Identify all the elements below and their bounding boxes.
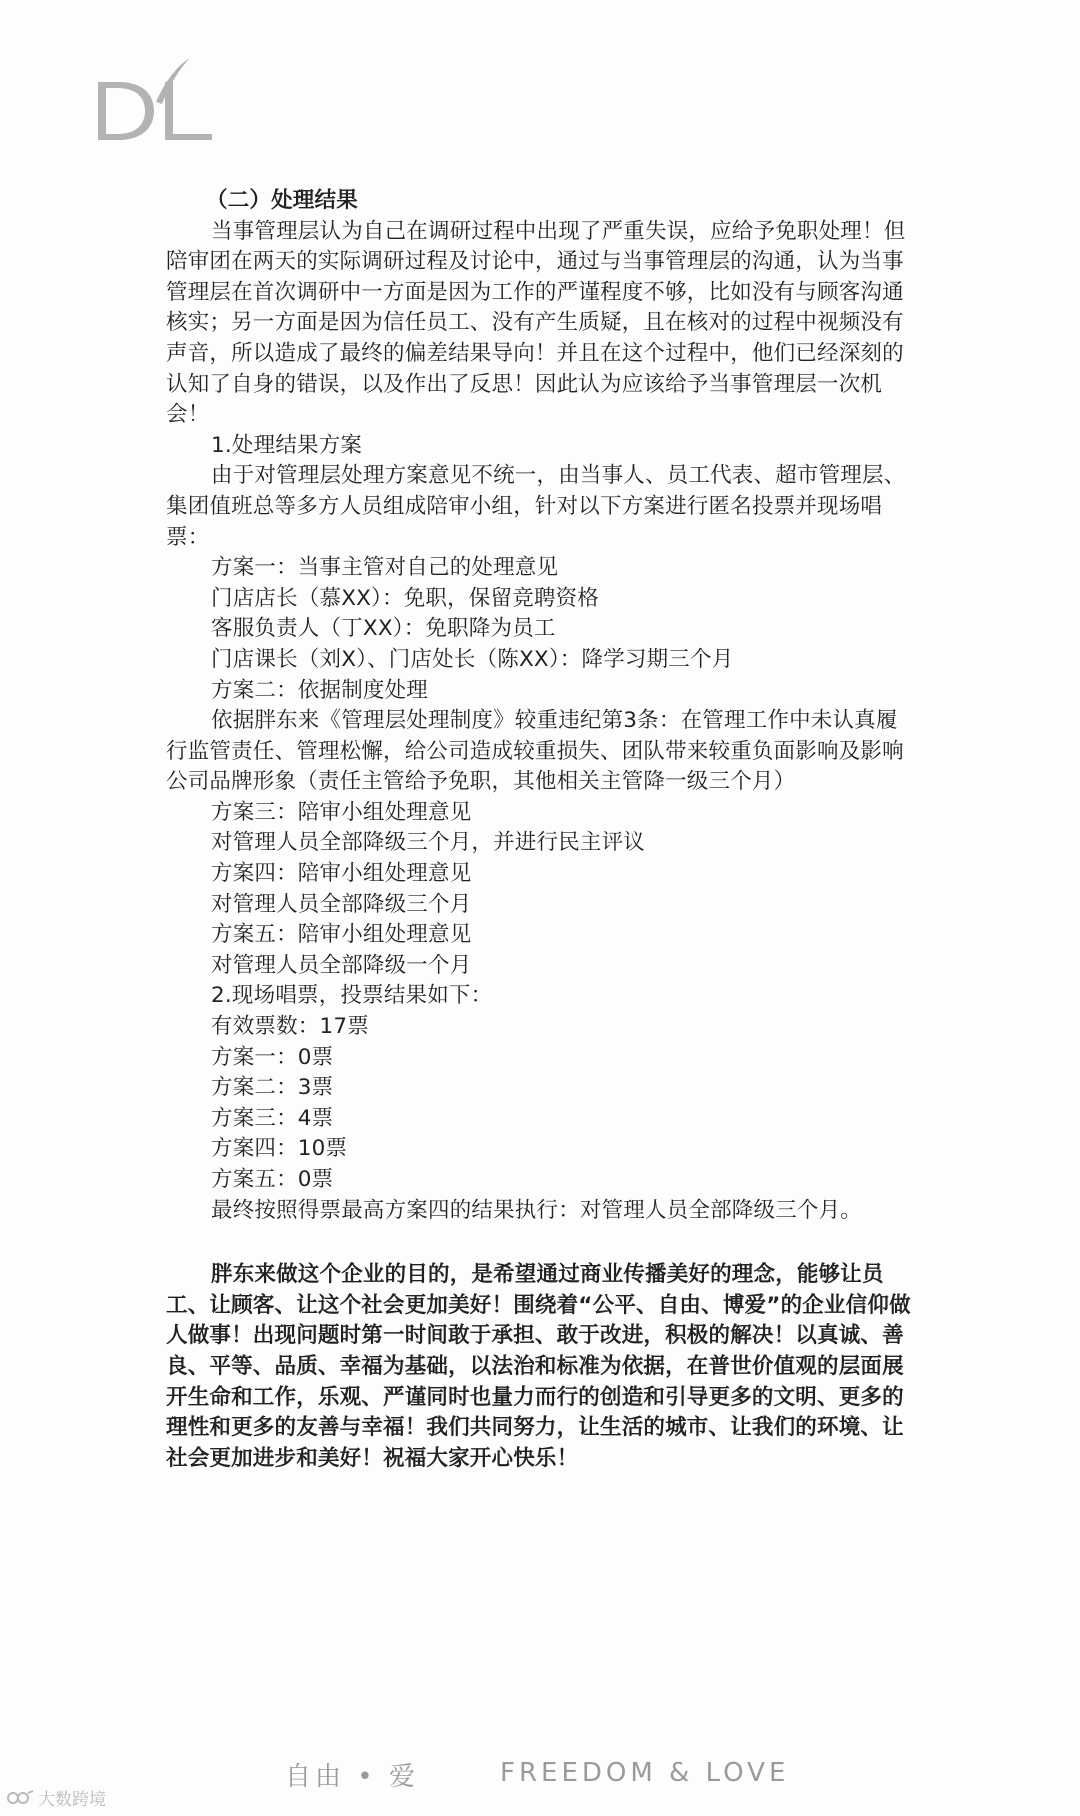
watermark-text: 大数跨境 [38, 1790, 106, 1810]
document-body [166, 186, 916, 1474]
sub1-intro-paragraph: 由于对管理层处理方案意见不统一，由当事人、员工代表、超市管理层、集团值班总等多方人员组成陪审小组，针对以下方案进行匿名投票并现场唱票： [166, 463, 906, 550]
vote-result: 方案二：3票 [211, 1075, 334, 1101]
watermark [6, 1785, 106, 1810]
vote-result: 方案四：10票 [211, 1136, 348, 1162]
intro-paragraph: 当事管理层认为自己在调研过程中出现了严重失误，应给予免职处理！但陪审团在两天的实际调研过程及讨论中，通过与当事管理层的沟通，认为当事管理层在首次调研中一方面是因为工作的严谨程度不够，比如没有与顾客沟通核实；另一方面是因为信任员工、没有产生质疑，且在核对的过程中视频没有声音，所以造成了最终的偏差结果导向！并且在这个过程中，他们已经深刻的认知了自身的错误，以及作出了反思！因此认为应该给予当事管理层一次机会！ [166, 218, 906, 428]
plan1-item: 门店店长（慕XX）：免职，保留竞聘资格 [211, 585, 600, 611]
watermark-logo-icon [6, 1789, 34, 1807]
plan1-item: 客服负责人（丁XX）：免职降为员工 [211, 616, 556, 642]
dl-logo [92, 54, 222, 149]
plan2-text: 依据胖东来《管理层处理制度》较重违纪第3条：在管理工作中未认真履行监管责任、管理松懈，给公司造成较重损失、团队带来较重负面影响及影响公司品牌形象（责任主管给予免职，其他相关主管降一级三个月） [166, 708, 904, 795]
plan2-title: 方案二：依据制度处理 [211, 677, 429, 703]
vote-result: 方案五：0票 [211, 1167, 334, 1192]
section-heading: （二）处理结果 [206, 188, 358, 213]
plan1-item: 门店课长（刘X）、门店处长（陈XX）：降学习期三个月 [211, 646, 734, 672]
valid-votes: 有效票数：17票 [211, 1014, 369, 1040]
closing-paragraph: 胖东来做这个企业的目的，是希望通过商业传播美好的理念，能够让员工、让顾客、让这个社会更加美好！围绕着“公平、自由、博爱”的企业信仰做人做事！出现问题时第一时间敢于承担、敢于改进，积极的解决！以真诚、善良、平等、品质、幸福为基础，以法治和标准为依据，在普世价值观的层面展开生命和工作，乐观、严谨同时也量力而行的创造和引导更多的文明、更多的理性和更多的友善与幸福！我们共同努力，让生活的城市、让我们的环境、让社会更加进步和美好！祝福大家开心快乐！ [166, 1262, 911, 1471]
plan4-text: 对管理人员全部降级三个月 [211, 891, 472, 917]
sub2-title: 2.现场唱票，投票结果如下： [211, 983, 493, 1009]
footer-slogan-en: FREEDOM & LOVE [500, 1758, 790, 1788]
vote-result: 方案一：0票 [211, 1044, 334, 1070]
vote-result: 方案三：4票 [211, 1105, 334, 1131]
plan4-title: 方案四：陪审小组处理意见 [211, 861, 472, 887]
plan1-title: 方案一：当事主管对自己的处理意见 [211, 555, 559, 581]
final-decision: 最终按照得票最高方案四的结果执行：对管理人员全部降级三个月。 [211, 1197, 863, 1223]
plan3-text: 对管理人员全部降级三个月，并进行民主评议 [211, 830, 646, 856]
footer-slogan-zh: 自由 • 爱 [285, 1762, 419, 1792]
plan5-title: 方案五：陪审小组处理意见 [211, 922, 472, 948]
plan5-text: 对管理人员全部降级一个月 [211, 952, 472, 978]
plan3-title: 方案三：陪审小组处理意见 [211, 799, 472, 825]
sub1-title: 1.处理结果方案 [211, 432, 363, 458]
